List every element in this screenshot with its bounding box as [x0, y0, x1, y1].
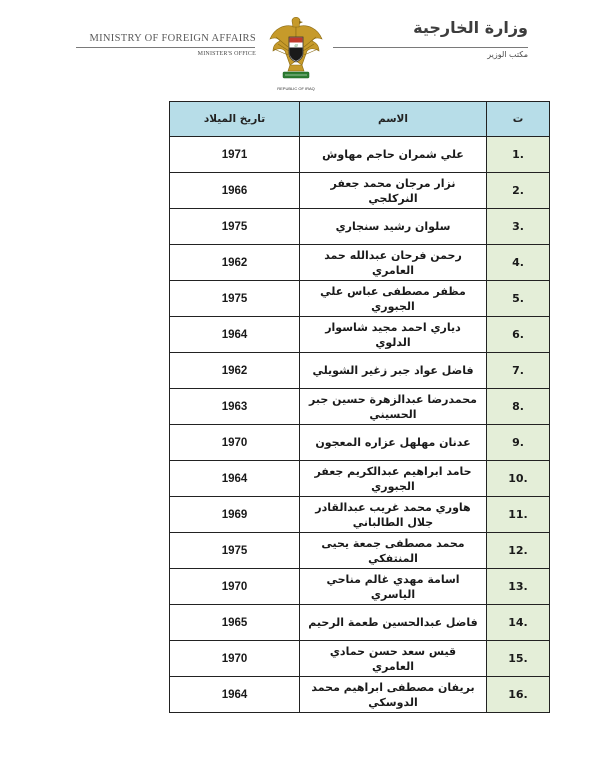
row-number: 12. [487, 533, 550, 569]
row-birth-year: 1964 [170, 677, 300, 713]
table-row [170, 209, 550, 245]
row-number: 15. [487, 641, 550, 677]
row-name: عدنان مهلهل عزاره المعجون [300, 425, 487, 461]
ministry-title-english: MINISTRY OF FOREIGN AFFAIRS [89, 33, 256, 44]
row-birth-year: 1964 [170, 461, 300, 497]
row-number: 7. [487, 353, 550, 389]
emblem-caption: REPUBLIC OF IRAQ [277, 86, 315, 91]
row-number: 9. [487, 425, 550, 461]
table-row [170, 425, 550, 461]
table-row [170, 353, 550, 389]
row-birth-year: 1964 [170, 317, 300, 353]
row-number: 13. [487, 569, 550, 605]
row-name: سلوان رشيد سنجاري [300, 209, 487, 245]
row-number: 1. [487, 137, 550, 173]
row-birth-year: 1971 [170, 137, 300, 173]
row-name: فاضل عبدالحسين طعمة الرحيم [300, 605, 487, 641]
row-name: علي شمران حاجم مهاوش [300, 137, 487, 173]
table-row [170, 569, 550, 605]
row-name: حامد ابراهيم عبدالكريم جعفر الجبوري [300, 461, 487, 497]
row-number: 16. [487, 677, 550, 713]
table-row [170, 317, 550, 353]
row-name: مظفر مصطفى عباس علي الجبوري [300, 281, 487, 317]
row-number: 10. [487, 461, 550, 497]
iraq-emblem-icon [266, 13, 326, 93]
table-row [170, 281, 550, 317]
table-row [170, 605, 550, 641]
office-subtitle-english: MINISTER'S OFFICE [197, 51, 256, 57]
english-letterhead [76, 33, 256, 57]
table-header-row [170, 102, 550, 137]
row-name: فاضل عواد جبر زغير الشويلي [300, 353, 487, 389]
row-name: رحمن فرحان عبدالله حمد العامري [300, 245, 487, 281]
table-row [170, 173, 550, 209]
table-row [170, 461, 550, 497]
letterhead [0, 0, 606, 95]
table-row [170, 497, 550, 533]
arabic-letterhead [333, 18, 528, 59]
table-body [170, 137, 550, 713]
table-row [170, 533, 550, 569]
table-row [170, 677, 550, 713]
row-birth-year: 1963 [170, 389, 300, 425]
letterhead-rule-left [76, 47, 255, 48]
ministry-title-arabic: وزارة الخارجية [413, 18, 528, 37]
row-birth-year: 1970 [170, 641, 300, 677]
table-row [170, 641, 550, 677]
row-number: 4. [487, 245, 550, 281]
header-number: ت [487, 102, 550, 137]
names-table [169, 101, 550, 713]
row-number: 2. [487, 173, 550, 209]
letterhead-rule-right [333, 47, 528, 48]
table-row [170, 389, 550, 425]
row-birth-year: 1975 [170, 281, 300, 317]
row-birth-year: 1962 [170, 245, 300, 281]
row-number: 5. [487, 281, 550, 317]
row-name: دياري احمد مجيد شاسوار الدلوي [300, 317, 487, 353]
row-birth-year: 1970 [170, 425, 300, 461]
office-subtitle-arabic: مكتب الوزير [487, 50, 528, 59]
svg-text:الله: الله [293, 43, 299, 48]
header-birth-year: تاريخ الميلاد [170, 102, 300, 137]
row-birth-year: 1969 [170, 497, 300, 533]
row-birth-year: 1965 [170, 605, 300, 641]
row-number: 6. [487, 317, 550, 353]
table-row [170, 245, 550, 281]
row-name: اسامة مهدي غالم مناحي الياسري [300, 569, 487, 605]
header-name: الاسم [300, 102, 487, 137]
row-name: نزار مرجان محمد جعفر النركلجي [300, 173, 487, 209]
row-number: 11. [487, 497, 550, 533]
row-number: 14. [487, 605, 550, 641]
row-name: محمد مصطفى جمعة يحيى المنتفكي [300, 533, 487, 569]
row-birth-year: 1975 [170, 209, 300, 245]
row-birth-year: 1966 [170, 173, 300, 209]
names-table-container [169, 101, 549, 713]
row-birth-year: 1975 [170, 533, 300, 569]
row-name: بريفان مصطفى ابراهيم محمد الدوسكي [300, 677, 487, 713]
row-name: قيس سعد حسن حمادي العامري [300, 641, 487, 677]
row-birth-year: 1970 [170, 569, 300, 605]
row-name: هاوري محمد غريب عبدالقادر جلال الطالباني [300, 497, 487, 533]
row-number: 3. [487, 209, 550, 245]
row-name: محمدرضا عبدالزهرة حسين جبر الحسيني [300, 389, 487, 425]
row-number: 8. [487, 389, 550, 425]
row-birth-year: 1962 [170, 353, 300, 389]
table-row [170, 137, 550, 173]
